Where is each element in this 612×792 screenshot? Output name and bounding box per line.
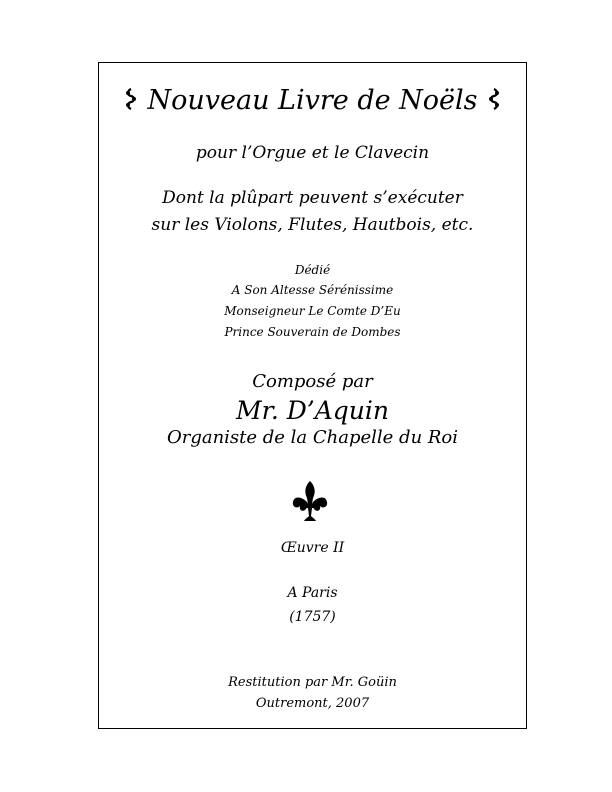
dedication-line-2: A Son Altesse Sérénissime (231, 283, 394, 297)
composer-intro: Composé par (252, 371, 373, 392)
fleur-de-lis-icon (291, 480, 329, 522)
composer-position: Organiste de la Chapelle du Roi (166, 427, 459, 448)
restitution-place-date: Outremont, 2007 (255, 696, 370, 711)
opus-number: Œuvre II (280, 540, 345, 556)
publication-place: A Paris (287, 585, 338, 601)
dedication-line-1: Dédié (294, 263, 331, 277)
subtitle-instruments: pour l’Orgue et le Clavecin (195, 143, 430, 163)
subtitle-line-2: Dont la plûpart peuvent s’exécuter (162, 188, 463, 208)
restitution-credit: Restitution par Mr. Goüin (228, 675, 397, 690)
page-title: Nouveau Livre de Noëls (147, 85, 478, 116)
composer-name: Mr. D’Aquin (236, 396, 389, 425)
publication-year: (1757) (289, 609, 336, 625)
scroll-ornament-left-icon (123, 88, 139, 110)
dedication-line-3: Monseigneur Le Comte D’Eu (224, 304, 401, 318)
subtitle-line-3: sur les Violons, Flutes, Hautbois, etc. (151, 215, 474, 235)
dedication-line-4: Prince Souverain de Dombes (224, 325, 401, 339)
title-line (98, 87, 527, 114)
scroll-ornament-right-icon (486, 88, 502, 110)
